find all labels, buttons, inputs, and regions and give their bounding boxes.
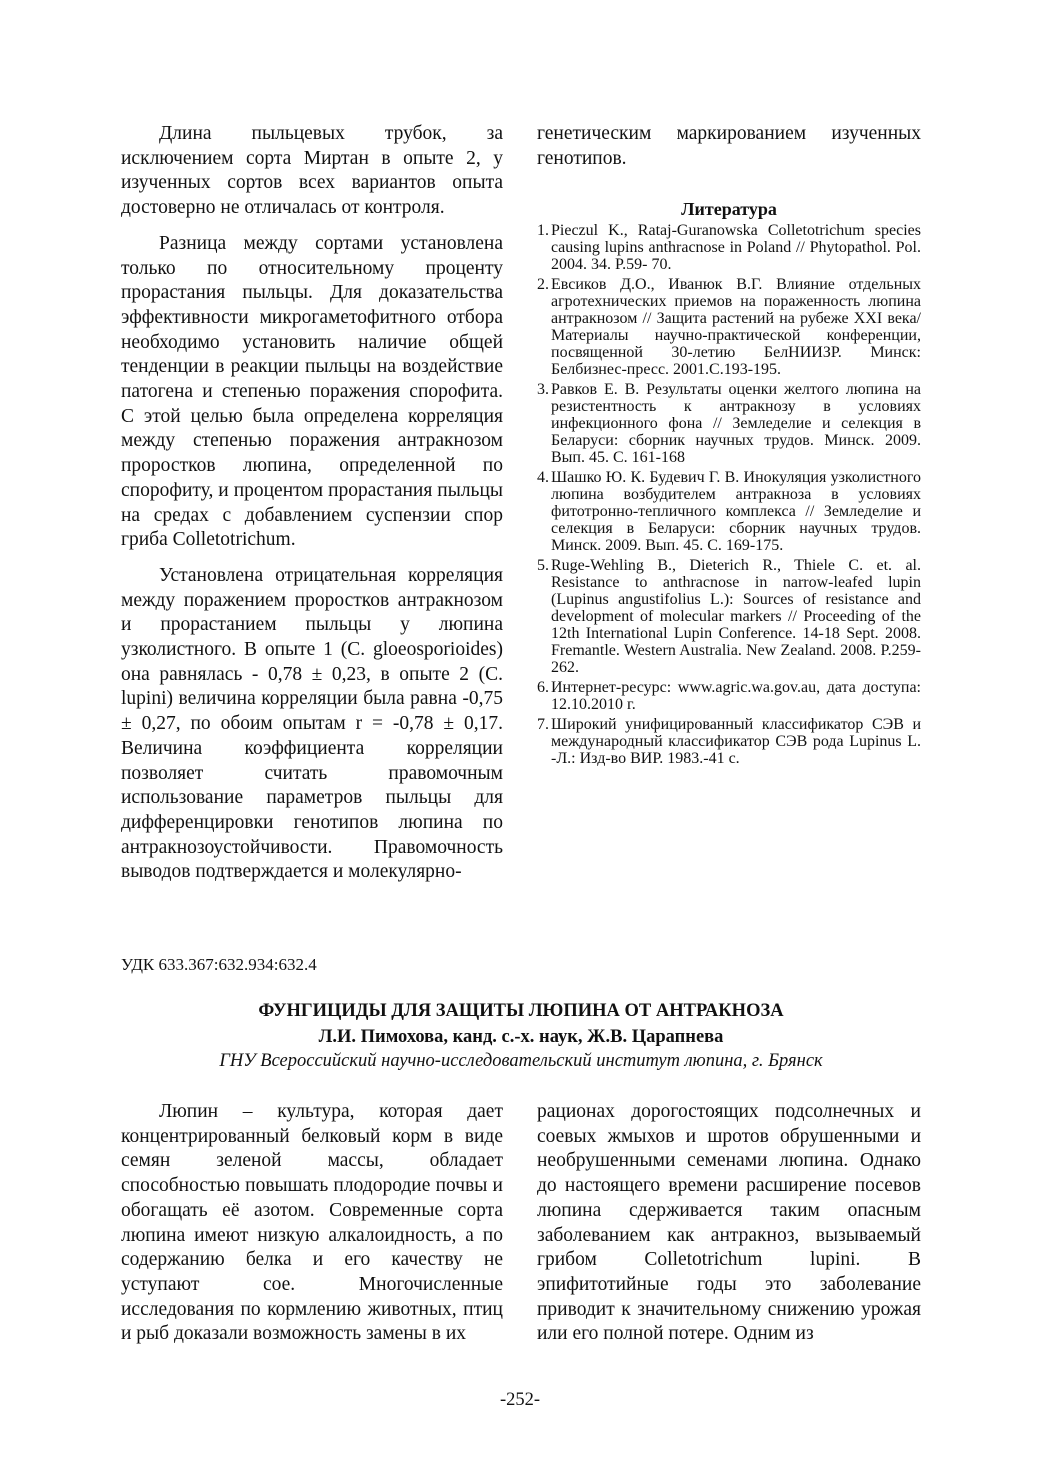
reference-number: 5. [537, 557, 549, 575]
reference-item [537, 557, 921, 676]
reference-number: 2. [537, 276, 549, 294]
bottom-right-column [537, 1100, 921, 1347]
reference-item [537, 222, 921, 273]
reference-text: Евсиков Д.О., Иванюк В.Г. Влияние отдельных агротехнических приемов на пораженность люпина антракнозом // Защита растений на рубеже XXI века/ Материалы научно-практической конференции, посвященной 30-летию БелНИИЗР. Минск: Белбизнес-пресс. 2001.С.193-195. [551, 276, 921, 379]
reference-number: 6. [537, 679, 549, 697]
reference-item [537, 469, 921, 554]
body-paragraph: рационах дорогостоящих подсолнечных и соевых жмыхов и шротов обрушенными и необрушенными семенами люпина. Однако до настоящего времени расширение посевов люпина сдерживается таким опасным заболеванием как антракноз, вызываемый грибом Colletotrichum lupini. В эпифитотийные годы это заболевание приводит к значительному снижению урожая или его полной потере. Одним из [537, 1101, 921, 1345]
bottom-left-column [121, 1100, 503, 1347]
udk-code: УДК 633.367:632.934:632.4 [121, 955, 317, 974]
reference-list [537, 222, 921, 767]
page-number: -252- [499, 1390, 541, 1410]
reference-text: Шашко Ю. К. Будевич Г. В. Инокуляция узколистного люпина возбудителем антракноза в условиях фитотронно-тепличного комплекса // Земледелие и селекция в Беларуси: сборник научных трудов. Минск. 2009. Вып. 45. С. 169-175. [551, 469, 921, 555]
reference-text: Равков Е. В. Результаты оценки желтого люпина на резистентность к антракнозу в условиях инфекционного фона // Земледелие и селекция в Беларуси: сборник научных трудов. Минск. 2009. Вып. 45. С. 161-168 [551, 381, 921, 467]
reference-text: Интернет-ресурс: www.agric.wa.gov.au, дата доступа: 12.10.2010 г. [551, 679, 921, 714]
reference-text: Широкий унифицированный классификатор СЭВ и международный классификатор СЭВ рода Lupinus L. -Л.: Изд-во ВИР. 1983.-41 с. [551, 716, 921, 768]
reference-item [537, 679, 921, 713]
article-authors: Л.И. Пимохова, канд. с.-х. наук, Ж.В. Царапнева [318, 1027, 724, 1047]
reference-item [537, 381, 921, 466]
reference-number: 1. [537, 222, 549, 240]
article-title: ФУНГИЦИДЫ ДЛЯ ЗАЩИТЫ ЛЮПИНА ОТ АНТРАКНОЗА [258, 1001, 784, 1021]
body-paragraph: Люпин – культура, которая дает концентрированный белковый корм в виде семян зеленой массы, обладает способностью повышать плодородие почвы и обогащать её азотом. Современные сорта люпина имеют низкую алкалоидность, а по содержанию белка и его качеству не уступают сое. Многочисленные исследования по кормлению животных, птиц и рыб доказали возможность замены в их [121, 1101, 503, 1345]
literature-heading: Литература [681, 199, 777, 220]
reference-text: Pieczul K., Rataj-Guranowska Colletotrichum species causing lupins anthracnose in Poland // Phytopathol. Pol. 2004. 34. P.59- 70. [551, 222, 921, 274]
reference-number: 4. [537, 469, 549, 487]
reference-item [537, 716, 921, 767]
body-paragraph: Установлена отрицательная корреляция между поражением проростков антракнозом и прорастанием пыльцы у люпина узколистного. В опыте 1 (C. gloeosporioides) она равнялась - 0,78 ± 0,23, в опыте 2 (C. lupini) величина корреляции была равна -0,75 ± 0,27, по обоим опытам r = -0,78 ± 0,17. Величина коэффициента корреляции позволяет считать правомочным использование параметров пыльцы для дифференцировки генотипов люпина по антракнозоустойчивости. Правомочность выводов подтверждается и молекулярно- [121, 564, 503, 883]
body-paragraph: Разница между сортами установлена только по относительному проценту прорастания пыльцы. Для доказательства эффективности микрогаметофитного отбора необходимо установить наличие общей тенденции в реакции пыльцы на воздействие патогена и степенью поражения спорофита. С этой целью была определена корреляция между степенью поражения антракнозом проростков люпина, определенной по спорофиту, и процентом прорастания пыльцы на средах с добавлением суспензии спор гриба Colletotrichum. [121, 232, 503, 551]
top-right-column [537, 122, 921, 770]
body-paragraph: Длина пыльцевых трубок, за исключением сорта Миртан в опыте 2, у изученных сортов всех вариантов опыта достоверно не отличалась от контроля. [121, 123, 503, 219]
reference-number: 7. [537, 716, 549, 734]
article-affiliation: ГНУ Всероссийский научно-исследовательский институт люпина, г. Брянск [219, 1051, 823, 1071]
body-paragraph: генетическим маркированием изученных генотипов. [537, 123, 921, 169]
top-left-column [121, 122, 503, 885]
reference-text: Ruge-Wehling B., Dieterich R., Thiele C. et. al. Resistance to anthracnose in narrow-leafed lupin (Lupinus angustifolius L.): Sources of resistance and development of molecular markers // Proceeding of the 12th International Lupin Conference. 14-18 Sept. 2008. Fremantle. Western Australia. New Zealand. 2008. P.259-262. [551, 557, 921, 677]
reference-number: 3. [537, 381, 549, 399]
reference-item [537, 276, 921, 378]
